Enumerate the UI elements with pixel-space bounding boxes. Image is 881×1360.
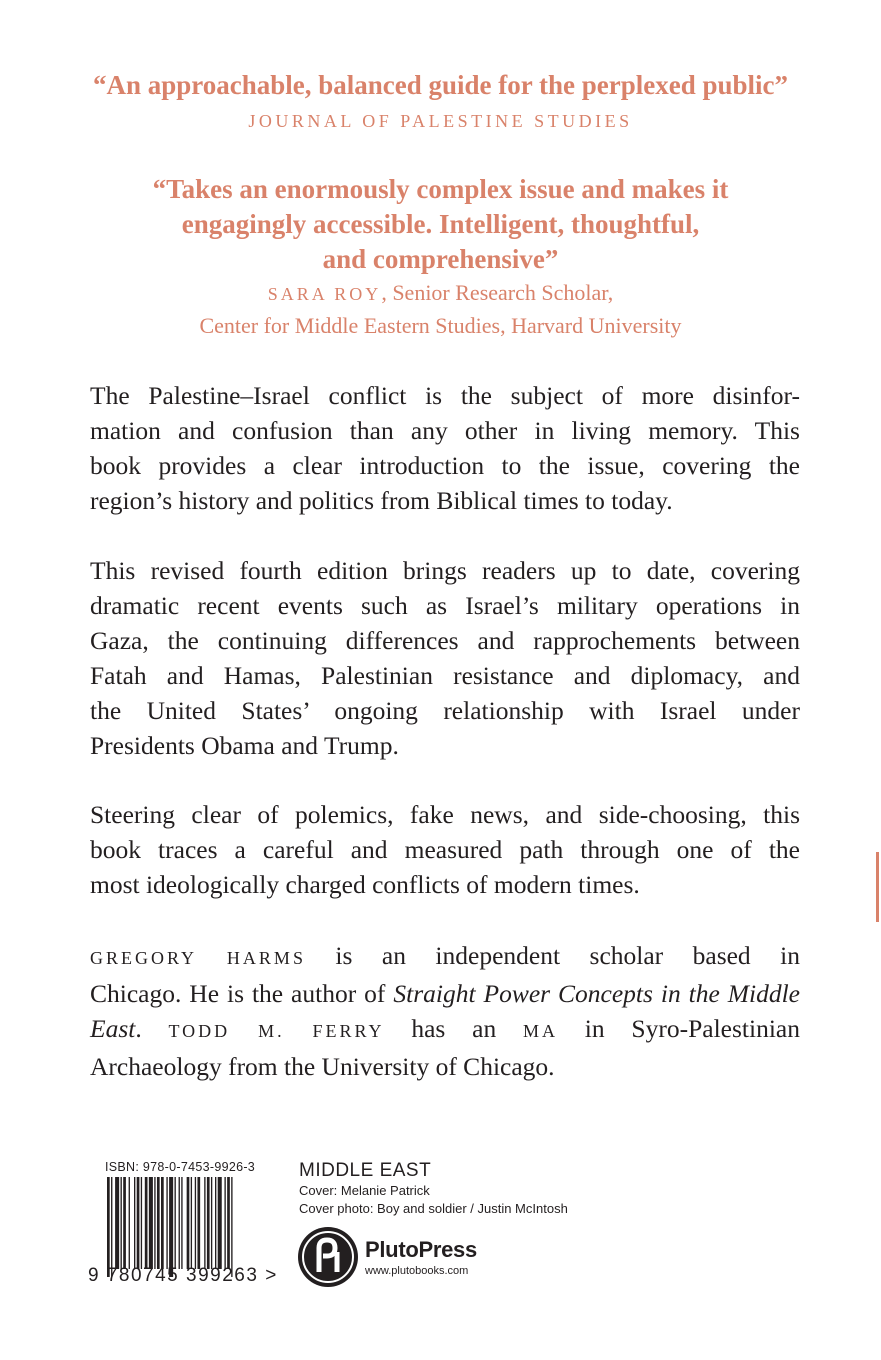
source-name: SARA ROY bbox=[267, 284, 382, 304]
cover-credit: Cover: Melanie Patrick bbox=[299, 1183, 430, 1198]
quote-text: “An approachable, balanced guide for the perplexed public” bbox=[92, 70, 789, 100]
text-line: mation and confusion than any other in living memory. This bbox=[90, 416, 800, 445]
text-line: Fatah and Hamas, Palestinian resistance and diplomacy, and bbox=[90, 661, 800, 690]
text-line bbox=[90, 938, 800, 976]
quote-line: “Takes an enormously complex issue and makes it bbox=[152, 174, 729, 204]
book-title: East bbox=[90, 1014, 136, 1043]
bio-text: is an independent scholar based in bbox=[305, 941, 800, 970]
text-line: Steering clear of polemics, fake news, and side-choosing, this bbox=[90, 800, 800, 829]
pluto-logo-icon bbox=[297, 1226, 359, 1288]
source-title: , Senior Research Scholar, bbox=[381, 280, 614, 305]
barcode-icon bbox=[105, 1177, 275, 1277]
text-line: book traces a careful and measured path through one of the bbox=[90, 835, 800, 864]
text-line: East. TODD M. FERRY has an MA in Syro-Palestinian bbox=[90, 1014, 801, 1043]
text-line: Archaeology from the University of Chicago. bbox=[90, 1052, 555, 1081]
barcode-block bbox=[105, 1160, 285, 1282]
description-paragraph-2 bbox=[90, 553, 800, 763]
back-matter-meta bbox=[299, 1160, 568, 1218]
text-line: Gaza, the continuing differences and rapprochements between bbox=[90, 626, 800, 655]
description-paragraph-1 bbox=[90, 378, 800, 518]
publisher-url: www.plutobooks.com bbox=[365, 1265, 469, 1277]
author-name: GREGORY HARMS bbox=[90, 948, 306, 968]
publisher-logo-block bbox=[297, 1223, 557, 1293]
text-line: This revised fourth edition brings readers up to date, covering bbox=[90, 556, 800, 585]
quote-line: engagingly accessible. Intelligent, thoughtful, bbox=[181, 209, 700, 239]
bio-text: has an bbox=[384, 1014, 523, 1043]
text-line: most ideologically charged conflicts of modern times. bbox=[90, 870, 640, 899]
quote-block-2 bbox=[0, 172, 881, 342]
quote-source bbox=[0, 277, 881, 310]
text-line: dramatic recent events such as Israel’s military operations in bbox=[90, 591, 800, 620]
text-line: region’s history and politics from Biblical times to today. bbox=[90, 486, 673, 515]
author-name: TODD M. FERRY bbox=[168, 1021, 385, 1041]
text-line: book provides a clear introduction to the issue, covering the bbox=[90, 451, 800, 480]
category-label: MIDDLE EAST bbox=[299, 1160, 432, 1181]
degree: MA bbox=[523, 1021, 559, 1041]
photo-credit: Cover photo: Boy and soldier / Justin McIntosh bbox=[299, 1201, 568, 1216]
quote-source: JOURNAL OF PALESTINE STUDIES bbox=[248, 111, 633, 131]
text-line bbox=[90, 976, 800, 1011]
description-paragraph-3 bbox=[90, 797, 800, 902]
quote-line: and comprehensive” bbox=[322, 244, 559, 274]
bio-text: in Syro-Palestinian bbox=[558, 1014, 801, 1043]
author-bio bbox=[90, 938, 800, 1084]
text-line: the United States’ ongoing relationship with Israel under bbox=[90, 696, 800, 725]
text-line: Presidents Obama and Trump. bbox=[90, 731, 399, 760]
barcode-digits: 9 780745 399263 > bbox=[88, 1265, 278, 1286]
isbn-label: ISBN: 978-0-7453-9926-3 bbox=[105, 1160, 256, 1174]
text-line: The Palestine–Israel conflict is the subject of more disinfor- bbox=[90, 381, 800, 410]
publisher-name: PlutoPress bbox=[365, 1237, 477, 1262]
source-affiliation: Center for Middle Eastern Studies, Harvard University bbox=[199, 313, 682, 338]
edge-mark bbox=[876, 852, 879, 922]
bio-text: Chicago. He is the author of bbox=[90, 979, 394, 1008]
book-title: Straight Power Concepts in the Middle bbox=[393, 979, 800, 1008]
quote-block-1 bbox=[0, 68, 881, 137]
